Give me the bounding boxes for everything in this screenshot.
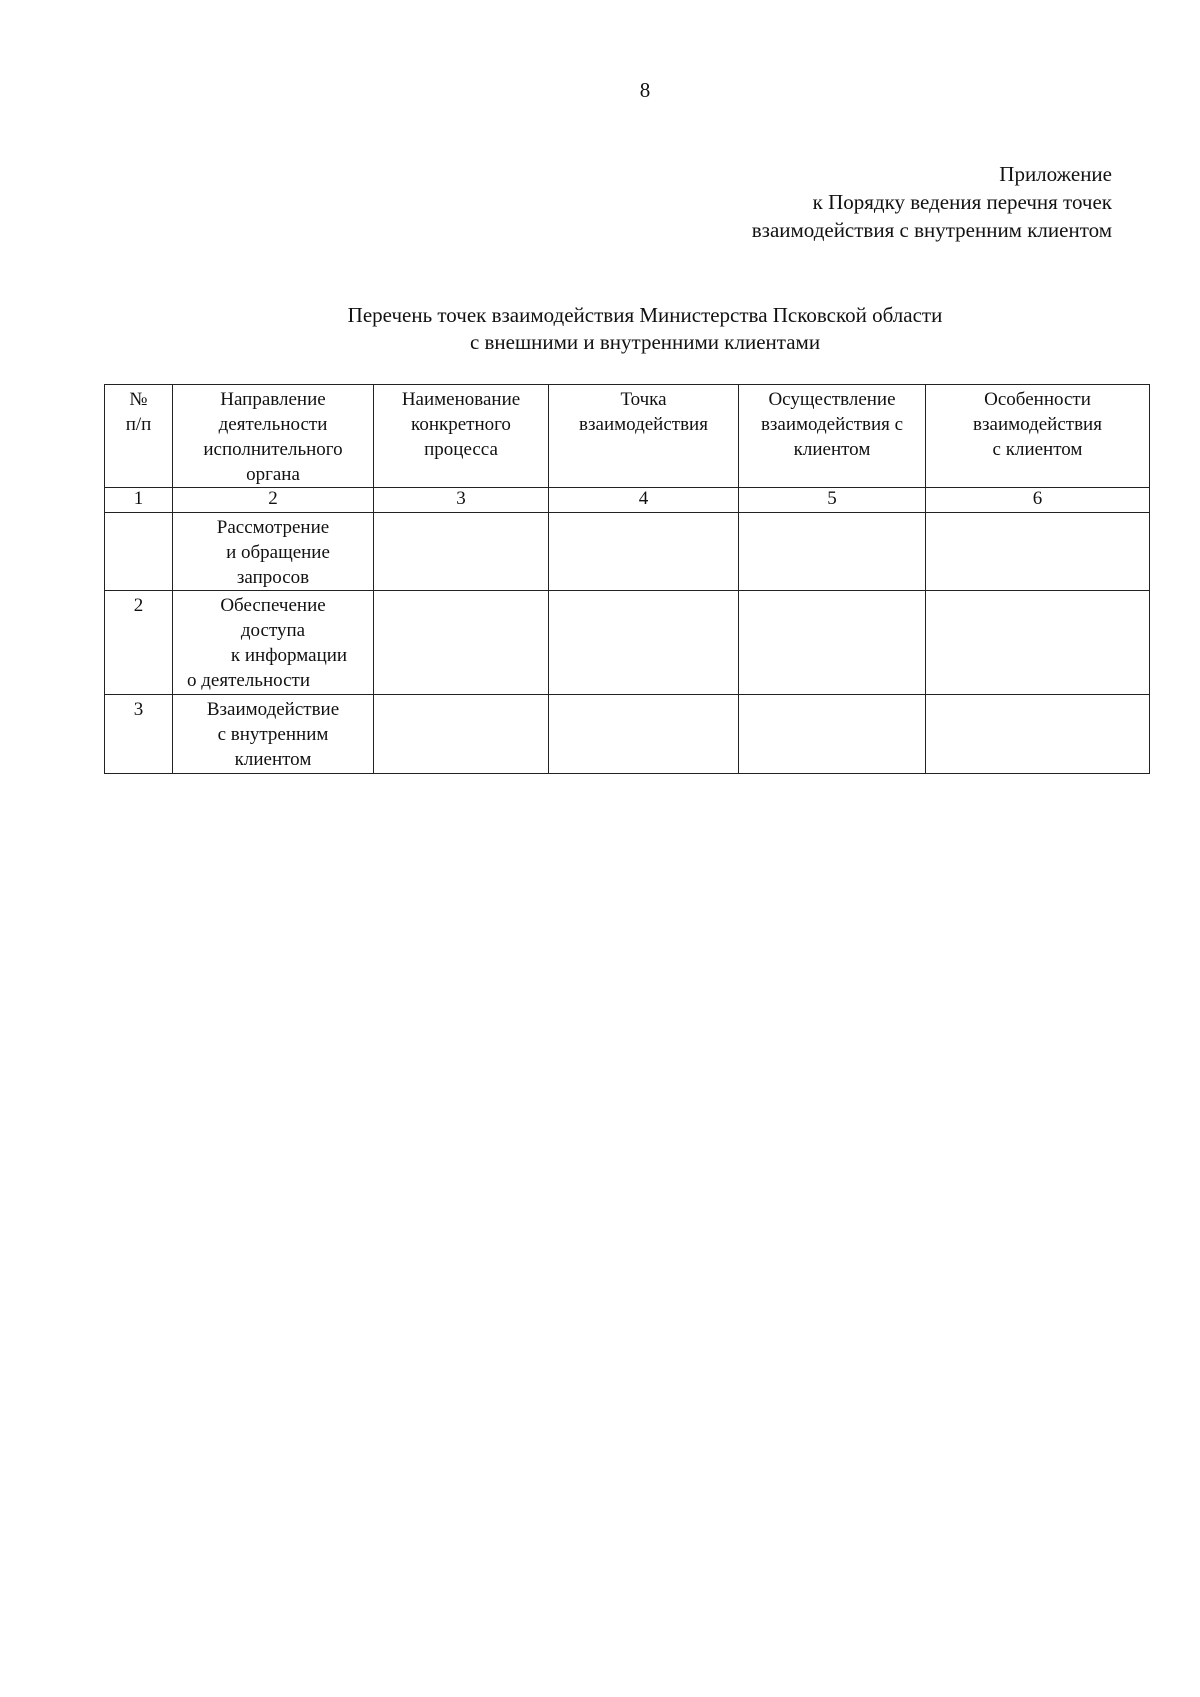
- header-cell-direction: [173, 385, 374, 488]
- direction-cell: [173, 591, 374, 695]
- table-row: [105, 513, 1150, 591]
- cell-text: о деятельности: [187, 670, 311, 691]
- column-number: 1: [105, 488, 173, 513]
- header-text: исполнительного: [203, 439, 343, 460]
- header-text: клиентом: [793, 439, 871, 460]
- column-number: 5: [739, 488, 926, 513]
- cell-text: Взаимодействие: [206, 699, 340, 720]
- header-cell-implementation: [739, 385, 926, 488]
- header-text: Точка: [620, 389, 667, 410]
- direction-cell: [173, 695, 374, 774]
- empty-cell: [549, 591, 739, 695]
- appendix-note: [752, 160, 1112, 244]
- header-text: Направление: [220, 389, 326, 410]
- header-cell-number: [105, 385, 173, 488]
- header-text: деятельности: [218, 414, 328, 435]
- table-header-row: [105, 385, 1150, 488]
- table-row: [105, 591, 1150, 695]
- header-cell-process: [374, 385, 549, 488]
- header-text: процесса: [424, 439, 498, 460]
- header-text: п/п: [125, 414, 152, 435]
- column-number: 6: [926, 488, 1150, 513]
- empty-cell: [739, 695, 926, 774]
- header-cell-point: [549, 385, 739, 488]
- cell-text: Обеспечение: [220, 595, 326, 616]
- cell-text: запросов: [236, 567, 310, 588]
- header-text: Наименование: [401, 389, 521, 410]
- column-number: 2: [173, 488, 374, 513]
- appendix-line-3: взаимодействия с внутренним клиентом: [751, 218, 1112, 242]
- empty-cell: [374, 695, 549, 774]
- row-number-cell: 2: [105, 591, 173, 695]
- cell-text: доступа: [240, 620, 306, 641]
- direction-cell: [173, 513, 374, 591]
- column-number: 4: [549, 488, 739, 513]
- empty-cell: [926, 513, 1150, 591]
- header-text: Особенности: [984, 389, 1091, 410]
- header-text: с клиентом: [992, 439, 1083, 460]
- header-text: взаимодействия: [973, 414, 1102, 435]
- appendix-line-1: Приложение: [999, 162, 1112, 186]
- header-text: №: [129, 389, 148, 410]
- header-cell-features: [926, 385, 1150, 488]
- table-row: [105, 695, 1150, 774]
- page-number: 8: [639, 78, 651, 102]
- cell-text: клиентом: [234, 749, 312, 770]
- header-text: взаимодействия: [579, 414, 708, 435]
- header-text: Осуществление: [768, 389, 896, 410]
- empty-cell: [739, 591, 926, 695]
- header-text: органа: [246, 464, 300, 485]
- empty-cell: [739, 513, 926, 591]
- header-text: конкретного: [411, 414, 511, 435]
- interaction-points-table: [104, 384, 1150, 774]
- empty-cell: [549, 695, 739, 774]
- empty-cell: [549, 513, 739, 591]
- cell-text: с внутренним: [217, 724, 329, 745]
- title-line-1: Перечень точек взаимодействия Министерства Псковской области: [347, 303, 943, 327]
- empty-cell: [374, 591, 549, 695]
- empty-cell: [926, 695, 1150, 774]
- appendix-line-2: к Порядку ведения перечня точек: [812, 190, 1112, 214]
- row-number-cell: [105, 513, 173, 591]
- header-text: взаимодействия с: [760, 414, 904, 435]
- column-number: 3: [374, 488, 549, 513]
- empty-cell: [374, 513, 549, 591]
- column-number-row: [105, 488, 1150, 513]
- document-title: [0, 302, 1200, 356]
- cell-text: Рассмотрение: [216, 517, 330, 538]
- row-number-cell: 3: [105, 695, 173, 774]
- title-line-2: с внешними и внутренними клиентами: [469, 330, 821, 354]
- cell-text: и обращение: [226, 542, 330, 563]
- empty-cell: [926, 591, 1150, 695]
- cell-text: к информации: [230, 645, 348, 666]
